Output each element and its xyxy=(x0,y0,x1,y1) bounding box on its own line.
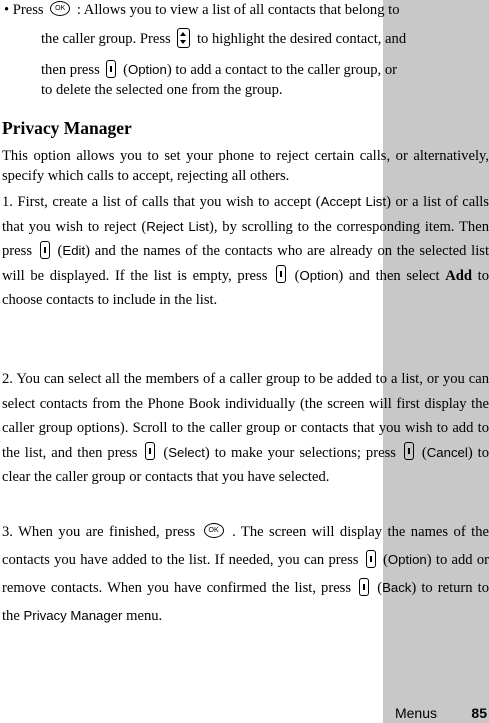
ok-key-icon: OK xyxy=(204,523,224,538)
edit-label: Edit xyxy=(62,243,86,258)
step-1: 1. First, create a list of calls that you wish to accept (Accept List) or a list of calls that you wish to reject (Reject List), by scrolling to the corresponding item. Then press (Edit) and the names of the contacts who are already on the selected list will be displayed. If the list is empty, press (Option) and then select Add to choose contacts to include in the list. xyxy=(2,194,489,308)
soft-key-icon xyxy=(276,265,286,283)
soft-key-icon xyxy=(366,550,376,568)
reject-list-label: Reject List xyxy=(146,218,209,234)
bullet-line-4: to delete the selected one from the group. xyxy=(41,82,283,98)
bullet-line-2: the caller group. Press to highlight the desired contact, and xyxy=(41,26,489,53)
select-label: Select xyxy=(168,444,205,460)
bullet-line-3: then press (Option) to add a contact to the caller group, or xyxy=(41,56,489,84)
soft-key-icon xyxy=(145,442,155,460)
option-label: Option xyxy=(127,62,167,77)
soft-key-icon xyxy=(40,241,50,259)
page-number: 85 xyxy=(471,705,487,721)
soft-key-icon xyxy=(106,60,116,78)
soft-key-icon xyxy=(404,442,414,460)
step-2: 2. You can select all the members of a caller group to be added to a list, or you can select contacts from the Phone Book individually (the screen will first display the caller group options). Scroll to the caller group or contacts that you wish to add to the list, and then press (Select) to make your selections; press (Cancel) to clear the caller group or contacts that you have selected. xyxy=(2,371,489,485)
bullet-paragraph: • Press OK : Allows you to view a list of all contacts that belong to xyxy=(4,2,400,18)
back-label: Back xyxy=(382,580,412,595)
soft-key-icon xyxy=(359,578,369,596)
step-3: 3. When you are finished, press OK . The screen will display the names of the contacts you have added to the list. If needed, you can press (Option) to add or remove contacts. When you have confirmed the list, press (Back) to return to the Privacy Manager menu. xyxy=(2,524,489,624)
privacy-manager-label: Privacy Manager xyxy=(23,608,123,623)
add-label: Add xyxy=(445,267,472,284)
section-heading: Privacy Manager xyxy=(2,118,132,138)
footer-section-label: Menus xyxy=(394,705,437,721)
option-label: Option xyxy=(299,267,339,283)
cancel-label: Cancel xyxy=(426,444,468,460)
accept-list-label: Accept List xyxy=(320,194,387,209)
intro-paragraph: This option allows you to set your phone to reject certain calls, or alternatively, specify which calls to accept, rejecting all others. xyxy=(2,148,489,184)
option-label: Option xyxy=(387,552,427,567)
navigation-key-icon xyxy=(177,28,190,48)
ok-key-icon: OK xyxy=(50,1,70,16)
